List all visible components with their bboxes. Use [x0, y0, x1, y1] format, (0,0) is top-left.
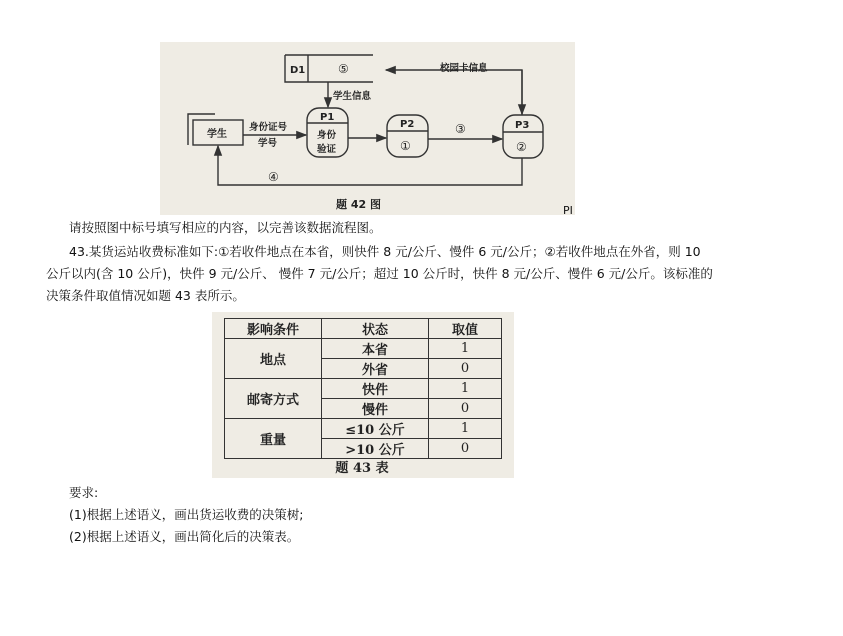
table-row	[225, 419, 502, 439]
d1-label: D1	[290, 65, 306, 76]
d1-content: ⑤	[338, 62, 349, 76]
student-entity-label: 学生	[207, 129, 227, 140]
table-43-caption: 题 43 表	[335, 461, 389, 476]
paragraph-q43-line1: 43.某货运站收费标准如下:①若收件地点在本省，则快件 8 元/公斤、慢件 6 元/公斤；②若收件地点在外省，则 10	[69, 244, 701, 259]
campus-card-info-label: 校园卡信息	[440, 63, 488, 74]
header-value: 取值	[429, 319, 502, 339]
p3-label: P3	[515, 120, 530, 131]
header-condition: 影响条件	[225, 319, 322, 339]
p2-content: ①	[400, 139, 411, 153]
value-cell: 0	[429, 359, 502, 379]
state-cell: >10 公斤	[322, 439, 429, 459]
state-cell: 快件	[322, 379, 429, 399]
state-cell: 慢件	[322, 399, 429, 419]
value-cell: 1	[429, 379, 502, 399]
state-cell: 外省	[322, 359, 429, 379]
table-row	[225, 339, 502, 359]
p2-label: P2	[400, 119, 415, 130]
condition-cell: 重量	[225, 419, 322, 459]
flow-3-label: ③	[455, 122, 466, 136]
header-state: 状态	[322, 319, 429, 339]
flow-4-label: ④	[268, 170, 279, 184]
table-header-row	[225, 319, 502, 339]
requirements-title: 要求:	[69, 485, 99, 500]
id-number-label: 身份证号	[249, 122, 288, 133]
state-cell: ≤10 公斤	[322, 419, 429, 439]
paragraph-q43-line3: 决策条件取值情况如题 43 表所示。	[46, 288, 245, 303]
table-43-image	[212, 312, 514, 478]
value-cell: 1	[429, 419, 502, 439]
figure-42-caption: 题 42 图	[336, 198, 381, 211]
data-flow-diagram	[160, 42, 575, 215]
figure-42-image	[160, 42, 575, 215]
paragraph-q43-line2: 公斤以内(含 10 公斤)，快件 9 元/公斤、 慢件 7 元/公斤；超过 10 公斤时，快件 8 元/公斤、慢件 6 元/公斤。该标准的	[46, 266, 713, 281]
p1-label: P1	[320, 112, 335, 123]
student-number-label: 学号	[258, 138, 278, 149]
requirement-item-1: (1)根据上述语义，画出货运收费的决策树;	[69, 507, 304, 522]
condition-cell: 地点	[225, 339, 322, 379]
p1-name-line2: 验证	[317, 144, 337, 155]
table-row	[225, 379, 502, 399]
student-info-label: 学生信息	[333, 91, 372, 102]
state-cell: 本省	[322, 339, 429, 359]
decision-condition-table	[224, 318, 502, 459]
pi-mark: PI	[563, 204, 573, 217]
value-cell: 0	[429, 399, 502, 419]
value-cell: 0	[429, 439, 502, 459]
p1-name-line1: 身份	[317, 130, 337, 141]
p3-content: ②	[516, 140, 527, 154]
paragraph-instruction: 请按照图中标号填写相应的内容，以完善该数据流程图。	[69, 220, 382, 235]
condition-cell: 邮寄方式	[225, 379, 322, 419]
value-cell: 1	[429, 339, 502, 359]
requirement-item-2: (2)根据上述语义，画出简化后的决策表。	[69, 529, 300, 544]
